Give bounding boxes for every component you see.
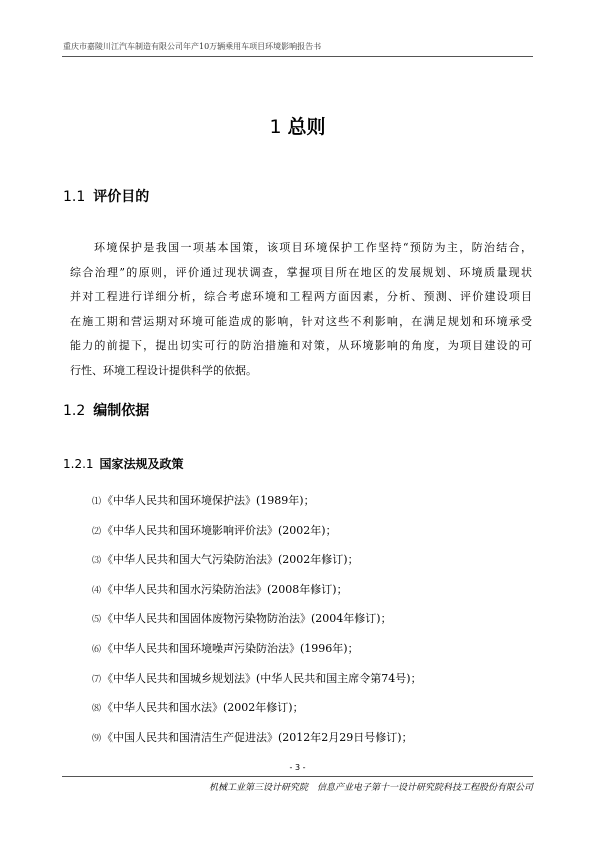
evaluation-purpose-paragraph [70,236,532,383]
section-number: 1.2 [63,403,86,419]
list-marker: ⑸ [92,615,102,626]
list-marker: ⑵ [92,526,102,537]
subsection-title: 国家法规及政策 [99,457,184,471]
list-item [92,698,422,728]
list-marker: ⑹ [92,644,102,655]
list-marker: ⑶ [92,556,102,567]
list-item [92,580,422,610]
list-item-text: 《中华人民共和国固体废物污染物防治法》(2004年修订)； [102,612,392,626]
list-item-text: 《中华人民共和国环境影响评价法》(2002年)； [102,523,337,537]
list-item-text: 《中华人民共和国水法》(2002年修订)； [102,701,304,715]
section-title: 评价目的 [93,189,150,205]
list-item [92,550,422,580]
list-item-text: 《中华人民共和国水污染防治法》(2008年修订)； [102,582,348,596]
chapter-title [0,112,595,139]
list-item [92,521,422,551]
subsection-number: 1.2.1 [63,457,94,471]
running-header: 重庆市嘉陵川江汽车制造有限公司年产10万辆乘用车项目环境影响报告书 [63,42,322,51]
list-marker: ⑺ [92,674,102,685]
section-heading-1-1 [63,186,149,206]
list-marker: ⑼ [92,733,102,744]
list-item [92,491,422,521]
paragraph-line: 并对工程进行详细分析，综合考虑环境和工程两方面因素，分析、预测、评价建设项目 [70,290,532,303]
footer-divider [62,776,533,777]
list-item [92,728,422,758]
section-title: 编制依据 [93,403,150,419]
paragraph-line: 在施工期和营运期对环境可能造成的影响，针对这些不利影响，在满足规划和环境承受 [70,314,532,328]
paragraph-line: 行性、环境工程设计提供科学的依据。 [70,363,257,377]
list-marker: ⑴ [92,497,102,507]
national-laws-list [92,491,422,757]
paragraph-line: 能力的前提下，提出切实可行的防治措施和对策，从环境影响的角度，为项目建设的可 [70,339,532,352]
running-footer: 机械工业第三设计研究院 信息产业电子第十一设计研究院科技工程股份有限公司 [208,783,533,793]
chapter-title-text: 总则 [287,116,326,138]
list-item-text: 《中华人民共和国大气污染防治法》(2002年修订)； [102,553,359,567]
list-item [92,639,422,669]
section-number: 1.1 [63,189,86,205]
page-number: - 3 - [289,763,306,772]
list-item-text: 《中国人民共和国清洁生产促进法》(2012年2月29日号修订)； [102,730,413,744]
list-item [92,609,422,639]
list-item [92,669,422,699]
list-item-text: 《中华人民共和国环境保护法》(1989年)； [102,494,315,507]
list-item-text: 《中华人民共和国环境噪声污染防治法》(1996年)； [102,641,359,655]
paragraph-line: 综合治理”的原则，评价通过现状调查，掌握项目所在地区的发展规划、环境质量现状 [70,265,532,279]
list-marker: ⑷ [92,585,102,596]
list-marker: ⑻ [92,704,102,715]
subsection-heading-1-2-1 [63,455,184,472]
paragraph-line: 环境保护是我国一项基本国策，该项目环境保护工作坚持“预防为主，防治结合， [94,241,532,254]
chapter-number: 1 [269,116,282,138]
header-divider [62,56,533,57]
section-heading-1-2 [63,400,149,420]
list-item-text: 《中华人民共和国城乡规划法》(中华人民共和国主席令第74号)； [102,671,422,685]
